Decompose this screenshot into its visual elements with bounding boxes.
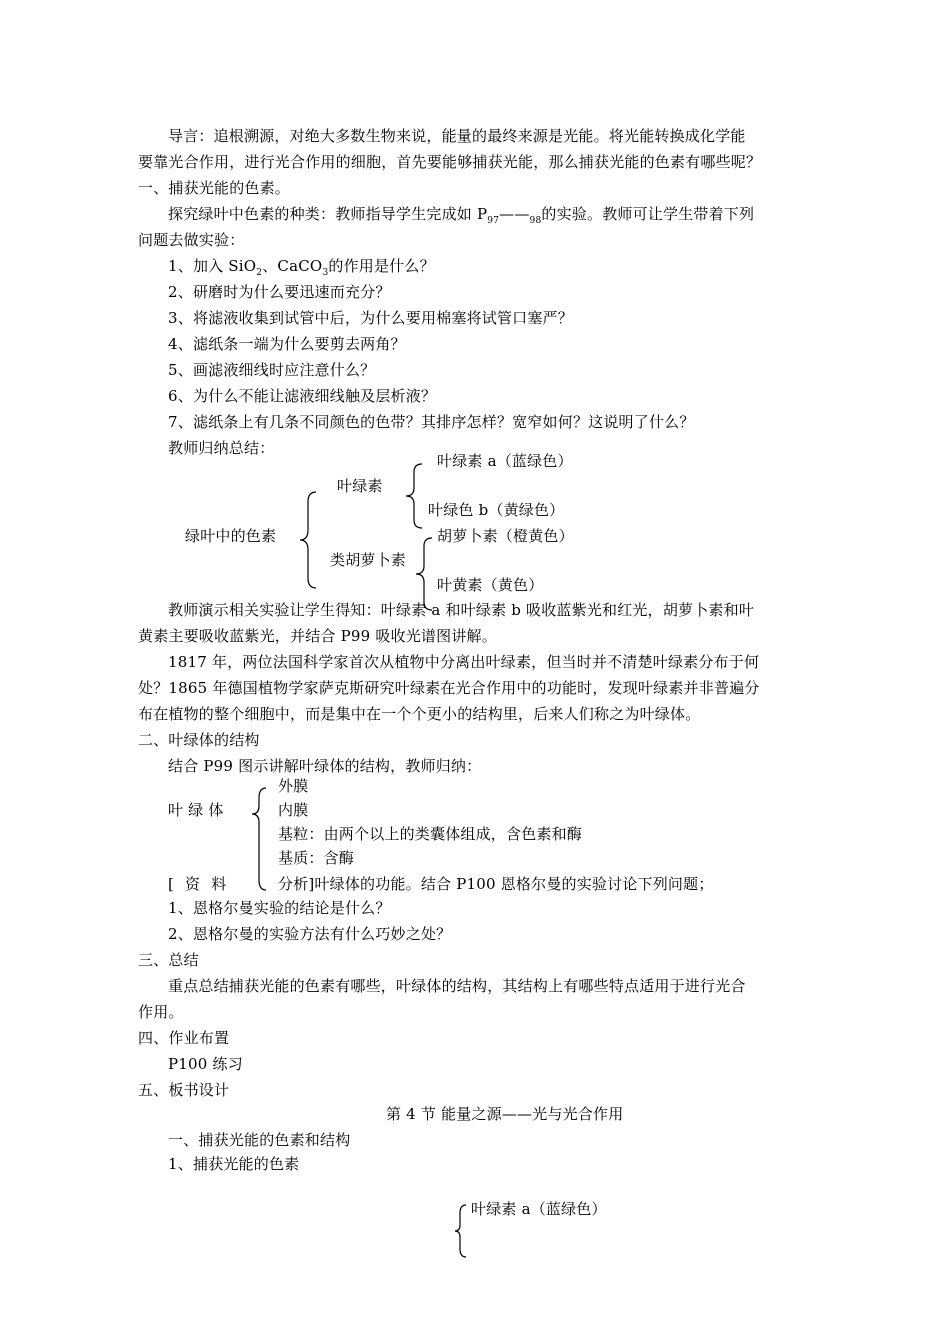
question-7: 7、滤纸条上有几条不同颜色的色带？其排序怎样？宽窄如何？这说明了什么？ — [168, 413, 695, 431]
intro-line-1: 导言：追根溯源，对绝大多数生物来说，能量的最终来源是光能。将光能转换成化学能 — [168, 127, 746, 145]
q1-text-a: 1、加入 SiO — [168, 257, 257, 275]
question-6: 6、为什么不能让滤液细线触及层析液？ — [168, 387, 437, 405]
demo-line-1: 教师演示相关实验让学生得知：叶绿素 a 和叶绿素 b 吸收蓝紫光和红光，胡萝卜素和叶 — [168, 601, 755, 619]
demo-line-2: 黄素主要吸收蓝紫光，并结合 P99 吸收光谱图讲解。 — [138, 627, 497, 645]
question-4: 4、滤纸条一端为什么要剪去两角？ — [168, 335, 406, 353]
left-brace-icon — [402, 462, 426, 530]
chloroplast-part-inner: 内膜 — [278, 801, 309, 819]
left-brace-icon — [296, 490, 320, 590]
section-3-heading: 三、总结 — [138, 951, 199, 969]
history-line-2: 处？1865 年德国植物学家萨克斯研究叶绿素在光合作用中的功能时，发现叶绿素并非普遍分 — [138, 679, 760, 697]
section-5-heading: 五、板书设计 — [138, 1081, 230, 1099]
board-subheading-2: 1、捕获光能的色素 — [168, 1155, 300, 1173]
q1-subscript-2: 3 — [322, 268, 329, 278]
page-subscript-97: 97 — [487, 216, 500, 226]
homework-item: P100 练习 — [168, 1055, 243, 1073]
question-1 — [168, 256, 435, 283]
section-2-heading: 二、叶绿体的结构 — [138, 731, 260, 749]
history-line-1: 1817 年，两位法国科学家首次从植物中分离出叶绿素，但当时并不清楚叶绿素分布于何 — [168, 653, 760, 671]
q1-subscript-1: 2 — [256, 268, 263, 278]
q1-text-b: 、CaCO — [262, 257, 323, 275]
resource-bracket: [ 资 料 — [168, 875, 227, 893]
resource-analysis: 分析]叶绿体的功能。结合 P100 恩格尔曼的实验讨论下列问题； — [278, 875, 714, 893]
chloroplast-part-outer: 外膜 — [278, 777, 309, 795]
tree-carotene: 胡萝卜素（橙黄色） — [437, 527, 574, 545]
resource-question-1: 1、恩格尔曼实验的结论是什么？ — [168, 899, 391, 917]
board-title: 第 4 节 能量之源——光与光合作用 — [386, 1105, 624, 1123]
tree-root-pigments: 绿叶中的色素 — [185, 527, 277, 545]
explore-text-b: 的实验。教师可让学生带着下列 — [541, 205, 755, 223]
chloroplast-part-stroma: 基质：含酶 — [278, 849, 355, 867]
tree-carotenoid: 类胡萝卜素 — [330, 551, 407, 569]
summary-label: 教师归纳总结： — [168, 439, 275, 457]
section-2-intro: 结合 P99 图示讲解叶绿体的结构，教师归纳： — [168, 757, 482, 775]
summary-line-1: 重点总结捕获光能的色素有哪些，叶绿体的结构，其结构上有哪些特点适用于进行光合 — [168, 977, 746, 995]
explore-text-a: 探究绿叶中色素的种类：教师指导学生完成如 P — [168, 205, 488, 223]
board-chlorophyll-a: 叶绿素 a（蓝绿色） — [471, 1200, 607, 1218]
tree-chlorophyll-a: 叶绿素 a（蓝绿色） — [437, 452, 573, 470]
question-3: 3、将滤液收集到试管中后，为什么要用棉塞将试管口塞严？ — [168, 309, 573, 327]
history-line-3: 布在植物的整个细胞中，而是集中在一个个更小的结构里，后来人们称之为叶绿体。 — [138, 705, 701, 723]
section-1-heading: 一、捕获光能的色素。 — [138, 179, 291, 197]
summary-line-2: 作用。 — [138, 1003, 184, 1021]
question-2: 2、研磨时为什么要迅速而充分？ — [168, 283, 391, 301]
chloroplast-part-grana: 基粒：由两个以上的类囊体组成，含色素和酶 — [278, 825, 583, 843]
resource-question-2: 2、恩格尔曼的实验方法有什么巧妙之处？ — [168, 925, 452, 943]
chloroplast-root: 叶 绿 体 — [168, 801, 224, 819]
tree-xanthophyll: 叶黄素（黄色） — [437, 576, 544, 594]
question-5: 5、画滤液细线时应注意什么？ — [168, 361, 376, 379]
tree-chlorophyll-b: 叶绿色 b（黄绿色） — [428, 501, 565, 519]
tree-chlorophyll: 叶绿素 — [337, 477, 383, 495]
left-brace-icon — [452, 1203, 468, 1259]
q1-text-c: 的作用是什么？ — [328, 257, 435, 275]
explore-dash: —— — [499, 205, 530, 223]
explore-line-1 — [168, 204, 754, 231]
explore-line-2: 问题去做实验： — [138, 231, 245, 249]
page-subscript-98: 98 — [529, 216, 542, 226]
left-brace-icon — [248, 786, 270, 892]
intro-line-2: 要靠光合作用，进行光合作用的细胞，首先要能够捕获光能，那么捕获光能的色素有哪些呢？ — [138, 153, 762, 171]
section-4-heading: 四、作业布置 — [138, 1029, 230, 1047]
board-subheading-1: 一、捕获光能的色素和结构 — [168, 1131, 351, 1149]
